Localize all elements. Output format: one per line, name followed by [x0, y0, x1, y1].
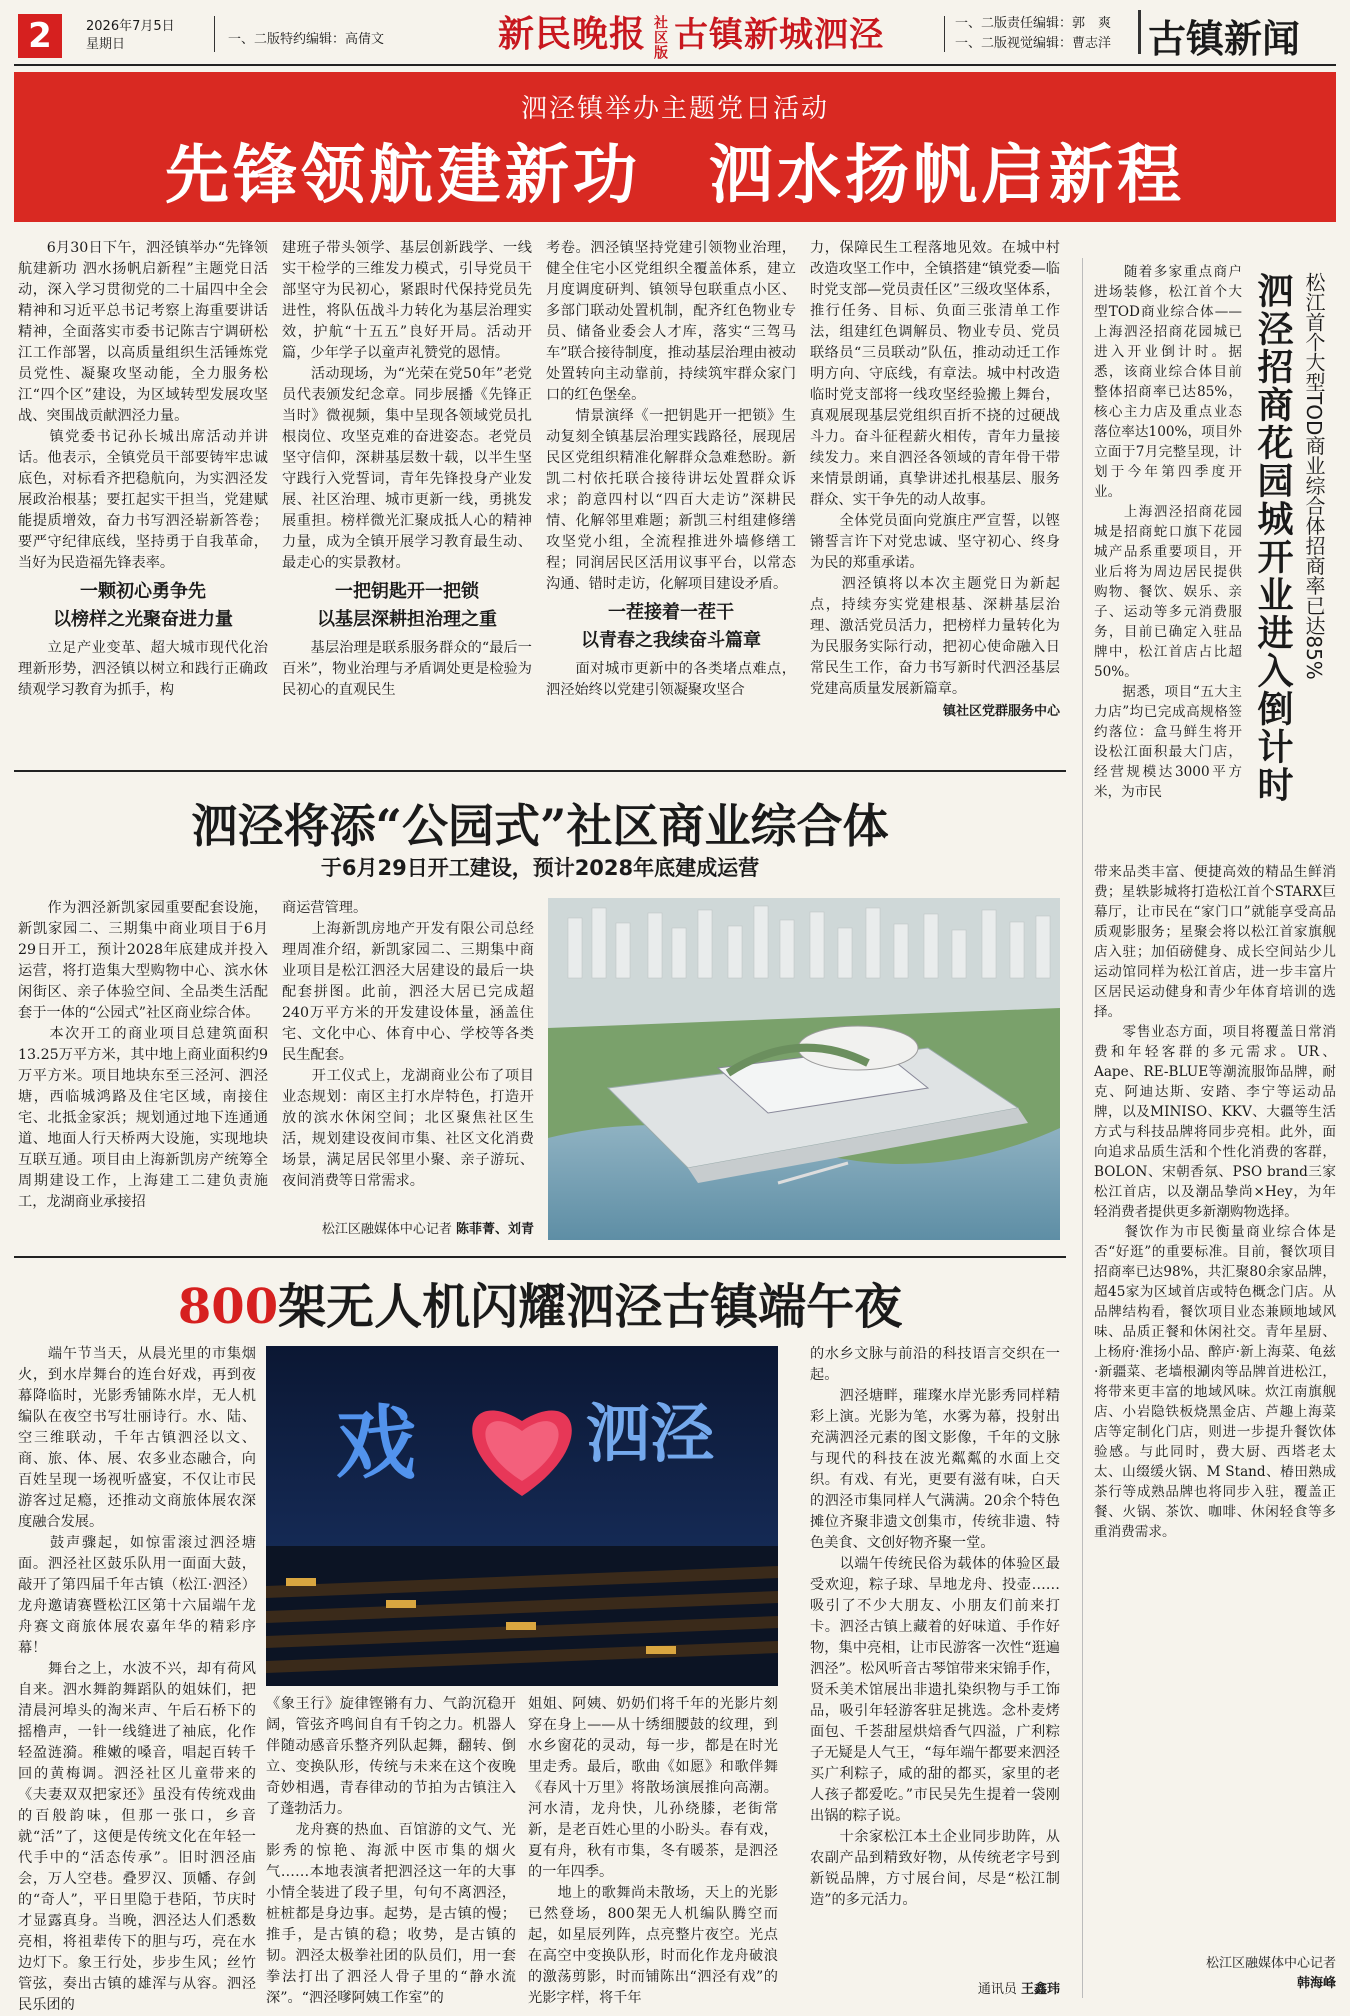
lead-column-4 [810, 238, 1060, 758]
title-text: 架无人机闪耀泗泾古镇端午夜 [278, 1279, 903, 1335]
section-divider [14, 1256, 1066, 1258]
drone-text-2: 泗泾 [586, 1397, 714, 1472]
commercial-complex-rendering [548, 898, 1060, 1240]
story3-text-4: 的水乡文脉与前沿的科技语言交织在一起。 泗泾塘畔，璀璨水岸光影秀同样精彩上演。光影为笔，水雾为幕，投射出充满泗泾元素的图文影像，千年的文脉与现代的科技在波光粼粼的水面上交织。有戏、有光，更要有滋有味，白天的泗泾市集同样人气满满。20余个特色摊位齐聚非遗文创集市，传统非遗、特色美食、文创好物齐聚一堂。 以端午传统民俗为载体的体验区最受欢迎，粽子球、旱地龙舟、投壶……吸引了不少大朋友、小朋友们前来打卡。泗泾古镇上藏着的好味道、手作好物，集中亮相，让市民游客一次性“逛遍泗泾”。松风听音古琴馆带来宋锦手作，贤禾美术馆展出非遗扎染织物与手工饰品，吸引年轻游客驻足挑选。念朴麦烤面包、千荟甜屋烘焙香气四溢，广利粽子无疑是人气王，“每年端午都要来泗泾买广利粽子，咸的甜的都买，家里的老人孩子都爱吃。”市民吴先生提着一袋刚出锅的粽子说。 十余家松江本土企业同步助阵，从农副产品到精致好物，从传统老字号到新锐品牌，方寸展台间，尽是“松江制造”的多元活力。 [810, 1346, 1060, 1908]
story3-text-3: 姐姐、阿姨、奶奶们将千年的光影片刻穿在身上——从十绣细腰鼓的纹理，到水乡窗花的灵动，每一步，都是在时光里走秀。最后，歌曲《如愿》和歌伴舞《春风十万里》将散场演展推向高潮。河水清，龙舟快，儿孙绕膝，老街常新，是老百姓心里的小盼头。春有戏，夏有舟，秋有市集，冬有暖茶，是泗泾的一年四季。 地上的歌舞尚未散场，天上的光影已然登场，800架无人机编队腾空而起，如星辰列阵，点亮整片夜空。光点在高空中变换队形，时而化作龙舟破浪的激荡剪影，时而铺陈出“泗泾有戏”的光影字样，将千年 [528, 1696, 778, 2006]
credit-name: 韩海峰 [1296, 1976, 1336, 1991]
lead-subhead-3 [546, 599, 796, 655]
story2-subtitle: 于6月29日开工建设，预计2028年底建成运营 [320, 856, 760, 880]
lead-column-1 [18, 238, 268, 758]
section-divider [14, 770, 1066, 772]
subhead-line: 一把钥匙开一把锁 [335, 581, 479, 602]
story2-text-2: 商运营管理。 上海新凯房地产开发有限公司总经理周准介绍，新凯家园二、三期集中商业项目是松江泗泾大居建设的最后一块配套拼图。此前，泗泾大居已完成超240万平方米的开发建设体量，涵盖住宅、文化中心、体育中心、学校等各类民生配套。 开工仪式上，龙湖商业公布了项目业态规划：南区主打水岸特色，打造开放的滨水休闲空间；北区聚焦社区生活，规划建设夜间市集、社区文化消费场景，满足居民邻里小聚、亲子游玩、夜间消费等日常需求。 [282, 900, 534, 1189]
story2-credit [282, 1218, 534, 1237]
lead-column-3 [546, 238, 796, 758]
masthead-sub-label: 社区版 [652, 14, 669, 60]
story3-column-2 [266, 1694, 516, 2006]
lead-text-3b: 面对城市更新中的各类堵点难点，泗泾始终以党建引领凝聚攻坚合 [546, 661, 796, 698]
header-rule [14, 64, 1336, 66]
credit-org: 松江区融媒体中心记者 [1205, 1956, 1336, 1971]
issue-date [86, 18, 175, 54]
lead-text-3: 考卷。泗泾镇坚持党建引领物业治理，健全住宅小区党组织全覆盖体系，建立月度调度研判、镇领导包联重点小区、多部门联动处置机制，配齐红色物业专员、储备业委会人才库，落实“三驾马车”联合接待制度，推动基层治理由被动处置转向主动靠前，持续筑牢群众家门口的红色堡垒。 情景演绎《一把钥匙开一把锁》生动复刻全镇基层治理实践路径，展现居民区党组织精准化解群众急难愁盼。新凯二村依托联合接待讲坛处置群众诉求；韵意四村以“四百大走访”深耕民情、化解邻里难题；新凯三村组建修缮攻坚党小组，全流程推进外墙修缮工程；同润居民区活用议事平台，以常态沟通、错时走访，化解项目建设矛盾。 [546, 240, 796, 592]
story3-text-2: 《象王行》旋律铿锵有力、气韵沉稳开阔，管弦齐鸣间自有千钧之力。机器人伴随动感音乐整齐列队起舞，翻转、倒立、变换队形，传统与未来在这个夜晚奇妙相遇，青春律动的节拍为古镇注入了蓬勃活力。 龙舟赛的热血、百馆游的文气、光影秀的惊艳、海派中医市集的烟火气……本地表演者把泗泾这一年的大事小情全装进了段子里，句句不离泗泾，桩桩都是身边事。起势，是古镇的慢；推手，是古镇的稳；收势，是古镇的韧。泗泾太极拳社团的队员们，用一套拳法打出了泗泾人骨子里的“静水流深”。“泗泾嗲阿姨工作室”的 [266, 1696, 516, 2006]
editors [955, 14, 1111, 54]
lead-credit: 镇社区党群服务中心 [942, 704, 1060, 719]
lead-column-2 [282, 238, 532, 758]
subhead-line: 以青春之我续奋斗篇章 [581, 630, 761, 651]
lead-subhead-1 [18, 578, 268, 634]
weekday-text: 星期日 [86, 37, 126, 52]
sidebar-kicker: 松江首个大型TOD商业综合体招商率已达85% [1302, 272, 1326, 680]
story3-column-4 [810, 1344, 1060, 1978]
drone-show-photo [266, 1346, 778, 1686]
masthead-main: 新民晚报 [498, 13, 647, 55]
story3-column-3 [528, 1694, 778, 2006]
story3-title [14, 1268, 1066, 1337]
lead-text-2: 建班子带头领学、基层创新践学、一线实干检学的三维发力模式，引导党员干部坚守为民初心，紧跟时代保持党员先进性，将队伍战斗力转化为基层治理实效，护航“十五五”良好开局。活动开篇，少年学子以童声礼赞党的恩情。 活动现场，为“光荣在党50年”老党员代表颁发纪念章。同步展播《先锋正当时》微视频，集中呈现各领域党员扎根岗位、攻坚克难的奋进姿态。老党员坚守信仰，深耕基层数十载，以半生坚守践行入党誓词，青年先锋投身产业发展、社区治理、城市更新一线，勇挑发展重担。榜样微光汇聚成抵人心的精神力量，成为全镇开展学习教育最生动、最走心的实景教材。 [282, 240, 532, 571]
story2-column-1 [18, 898, 268, 1234]
credit-org: 通讯员 [977, 1982, 1017, 1997]
story3-column-1 [18, 1344, 256, 2013]
page-number: 2 [18, 14, 62, 58]
story3-credit [810, 1978, 1060, 1997]
sidebar-credit [1094, 1954, 1336, 1994]
header-divider [1138, 10, 1141, 54]
lead-kicker: 泗泾镇举办主题党日活动 [520, 94, 829, 124]
credit-names: 陈菲菁、刘青 [455, 1222, 534, 1237]
drone-text-1: 戏 [336, 1396, 416, 1490]
credit-org: 松江区融媒体中心记者 [321, 1222, 452, 1237]
masthead-edition: 古镇新城泗泾 [674, 15, 885, 55]
sidebar-text-top: 随着多家重点商户进场装修，松江首个大型TOD商业综合体——上海泗泾招商花园城已进入开业倒计时。据悉，该商业综合体目前整体招商率已达85%，核心主力店及重点业态落位率达100%，项目外立面于7月完整呈现，计划于今年第四季度开业。 上海泗泾招商花园城是招商蛇口旗下花园城产品系重要项目，开业后将为周边居民提供购物、餐饮、娱乐、亲子、运动等多元消费服务，目前已确定入驻品牌中，松江首店占比超50%。 据悉，项目“五大主力店”均已完成高规格签约落位：盒马鲜生将开设松江面积最大门店，经营规模达3000平方米，为市民 [1094, 264, 1242, 800]
lead-text-2b: 基层治理是联系服务群众的“最后一百米”，物业治理与矛盾调处更是检验为民初心的直观民生 [282, 640, 532, 698]
story2-title: 泗泾将添“公园式”社区商业综合体 [191, 799, 889, 853]
date-text: 2026年7月5日 [86, 19, 175, 34]
lead-title: 先锋领航建新功 泗水扬帆启新程 [165, 139, 1185, 213]
story3-text-1: 端午节当天，从晨光里的市集烟火，到水岸舞台的连台好戏，再到夜幕降临时，光影秀铺陈水岸，无人机编队在夜空书写壮丽诗行。水、陆、空三维联动，千年古镇泗泾以文、商、旅、体、展、农多业态融合，向百姓呈现一场视听盛宴，不仅让市民游客过足瘾，还推动文商旅体展农深度融合发展。 鼓声骤起，如惊雷滚过泗泾塘面。泗泾社区鼓乐队用一面面大鼓，敲开了第四届千年古镇（松江·泗泾）龙舟邀请赛暨松江区第十六届端午龙舟赛文商旅体展农嘉年华的精彩序幕！ 舞台之上，水波不兴，却有荷风自来。泗水舞韵舞蹈队的姐妹们，把清晨河埠头的淘米声、午后石桥下的摇橹声，一针一线缝进了袖底，化作轻盈涟漪。稚嫩的嗓音，唱起百转千回的黄梅调。泗泾社区儿童带来的《夫妻双双把家还》虽没有传统戏曲的百般韵味，但那一张口，乡音就“活”了，这便是传统文化在年轻一代手中的“活态传承”。旧时泗泾庙会，万人空巷。叠罗汉、顶幡、存剑的“奇人”，平日里隐于巷陌，节庆时才显露真身。当晚，泗泾达人们悉数亮相，将祖辈传下的胆与巧，亮在水边灯下。象王行处，步步生风；丝竹管弦，奏出古镇的雄浑与从容。泗泾民乐团的 [18, 1346, 256, 2013]
lead-text-4: 力，保障民生工程落地见效。在城中村改造攻坚工作中，全镇搭建“镇党委—临时党支部—党员责任区”三级攻坚体系，推行任务、目标、负面三张清单工作法，组建红色调解员、物业专员、党员联络员“三员联动”队伍，推动动迁工作明方向、守底线，有章法。城中村改造临时党支部将一线攻坚经验搬上舞台，真观展现基层党组织百折不挠的过硬战斗力。奋斗征程薪火相传，青年力量接续发力。来自泗泾各领域的青年骨干带来情景朗诵，真挚讲述扎根基层、服务群众、实干争先的动人故事。 全体党员面向党旗庄严宣誓，以铿锵誓言许下对党忠诚、坚守初心、终身为民的郑重承诺。 泗泾镇将以本次主题党日为新起点，持续夯实党建根基、深耕基层治理、激活党员活力，把榜样力量转化为为民服务实际行动，把初心使命融入日常民生工作，奋力书写新时代泗泾基层党建高质量发展新篇章。 [810, 240, 1060, 697]
subhead-line: 一颗初心勇争先 [80, 581, 206, 602]
editor-visual: 一、二版视觉编辑：曹志洋 [955, 36, 1112, 51]
sidebar-text-body: 带来品类丰富、便捷高效的精品生鲜消费；星轶影城将打造松江首个STARX巨幕厅，让市民在“家门口”就能享受高品质观影服务；星聚会将以松江首家旗舰店入驻；加佰磅健身、成长空间站少儿运动馆同样为松江首店，进一步丰富片区居民运动健身和青少年体育培训的选择。 零售业态方面，项目将覆盖日常消费和年轻客群的多元需求。UR、Aape、RE-BLUE等潮流服饰品牌，耐克、阿迪达斯、安踏、李宁等运动品牌，以及MINISO、KKV、大疆等生活方式与科技品牌将同步亮相。此外，面向追求品质生活和个性化消费的客群，BOLON、宋朝香氛、PSO brand三家松江首店，以及潮品挚尚×Hey，为年轻消费者提供更多新潮购物选择。 餐饮作为市民衡量商业综合体是否“好逛”的重要标准。目前，餐饮项目招商率已达98%，共汇聚80余家品牌，超45家为区域首店或特色概念门店。从品牌结构看，餐饮项目业态兼顾地域风味、品质正餐和休闲社交。青年星厨、上杨府·淮扬小品、醉庐·新上海菜、龟兹·新疆菜、老墙根涮肉等品牌首进松江，将带来更丰富的地域风味。炊江南旗舰店、小岩隐铁板烧黑金店、芦趣上海菜店等定制化门店，则进一步提升餐饮体验感。与此同时，费大厨、西塔老太太、山缀缓火锅、M Stand、椿田熟成茶行等成熟品牌也将同步入驻，覆盖正餐、火锅、茶饮、咖啡、休闲轻食等多重消费需求。 [1094, 864, 1336, 1540]
sidebar-title: 泗泾招商花园城开业进入倒计时 [1252, 272, 1294, 804]
masthead [498, 6, 884, 60]
special-editor: 一、二版特约编辑：高倩文 [228, 32, 385, 47]
lead-subhead-2 [282, 578, 532, 634]
lead-text-1b: 立足产业变革、超大城市现代化治理新形势，泗泾镇以树立和践行正确政绩观学习教育为抓手，构 [18, 640, 268, 698]
sidebar-top-text [1094, 262, 1242, 860]
section-title: 古镇新闻 [1148, 17, 1301, 61]
sidebar-body [1094, 862, 1336, 1952]
title-number: 800 [177, 1279, 279, 1335]
credit-name: 王鑫玮 [1020, 1982, 1060, 1997]
subhead-line: 以榜样之光聚奋进力量 [53, 609, 233, 630]
story2-column-2 [282, 898, 534, 1216]
story2-text-1: 作为泗泾新凯家园重要配套设施，新凯家园二、三期集中商业项目于6月29日开工，预计2028年底建成并投入运营，将打造集大型购物中心、滨水休闲街区、亲子体验空间、全品类生活配套于一体的“公园式”社区商业综合体。 本次开工的商业项目总建筑面积13.25万平方米，其中地上商业面积约9万平方米。项目地块东至三泾河、泗泾塘，西临城鸿路及住宅区域，南接住宅、北抵金家浜；规划通过地下连通通道、地面人行天桥两大设施，实现地块互联互通。项目由上海新凯房产统筹全周期建设工作，上海建工二建负责施工，龙湖商业承接招 [18, 900, 268, 1210]
editor-duty: 一、二版责任编辑：郭 爽 [955, 16, 1112, 31]
subhead-line: 一茬接着一茬干 [608, 602, 734, 623]
lead-text-1: 6月30日下午，泗泾镇举办“先锋领航建新功 泗水扬帆启新程”主题党日活动，深入学习贯彻党的二十届四中全会精神和习近平总书记考察上海重要讲话精神，全面落实市委书记陈吉宁调研松江工作部署，以高质量组织生活锤炼党员党性、凝聚攻坚动能，全力服务松江“四个区”建设，为区域转型发展攻坚战、突围战贡献泗泾力量。 镇党委书记孙长城出席活动并讲话。他表示，全镇党员干部要铸牢忠诚底色，对标看齐把稳航向，为实泗泾发展政治根基；要扛起实干担当，党建赋能提质增效，奋力书写泗泾崭新答卷；要严守纪律底线，坚持勇于自我革命，当好为民造福先锋表率。 [18, 240, 268, 571]
subhead-line: 以基层深耕担治理之重 [317, 609, 497, 630]
header-divider [944, 16, 945, 52]
header-divider [214, 16, 215, 52]
